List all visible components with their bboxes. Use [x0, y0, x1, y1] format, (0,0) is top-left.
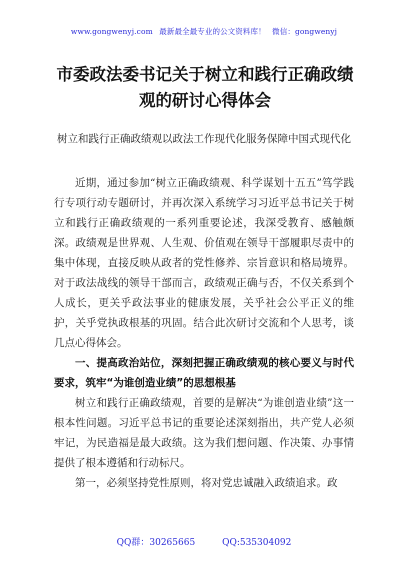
document-title: 市委政法委书记关于树立和践行正确政绩观的研讨心得体会	[56, 65, 354, 110]
page-footer	[0, 535, 408, 548]
header-wechat: 微信：gongwenyj	[272, 27, 338, 36]
header-tagline: 最新最全最专业的公文资料库！	[159, 27, 266, 36]
document-body	[54, 173, 354, 493]
body-paragraph: 树立和践行正确政绩观，首要的是解决“为谁创造业绩”这一根本性问题。习近平总书记的重要论述深刻指出，共产党人必须牢记，为民造福是最大政绩。这为我们想问题、作决策、办事情提供了根本遵循和行动标尺。	[54, 397, 354, 469]
footer-qq: QQ:535304092	[222, 538, 292, 548]
section-heading: 一、提高政治站位，深刻把握正确政绩观的核心要义与时代要求，筑牢“为谁创造业绩”的思想根基	[54, 357, 354, 389]
body-paragraph-partial: 第一，必须坚持党性原则，将对党忠诚融入政绩追求。政	[75, 477, 338, 489]
footer-qq-group: QQ群：30265665	[116, 538, 196, 548]
document-subtitle: 树立和践行正确政绩观以政法工作现代化服务保障中国式现代化	[57, 133, 351, 145]
header-site-url[interactable]: www.gongwenyj.com	[70, 27, 153, 36]
page-header	[0, 26, 408, 37]
intro-paragraph: 近期，通过参加“树立正确政绩观、科学谋划十五五”笃学践行专项行动专题研讨，并再次深入系统学习习近平总书记关于树立和践行正确政绩观的一系列重要论述，我深受教育、感触颇深。政绩观是世界观、人生观、价值观在领导干部履职尽责中的集中体现，直接反映从政者的党性修养、宗旨意识和格局境界。对于政法战线的领导干部而言，政绩观正确与否，不仅关系到个人成长，更关乎政法事业的健康发展，关乎社会公平正义的维护，关乎党执政根基的巩固。结合此次研讨交流和个人思考，谈几点心得体会。	[54, 177, 354, 349]
